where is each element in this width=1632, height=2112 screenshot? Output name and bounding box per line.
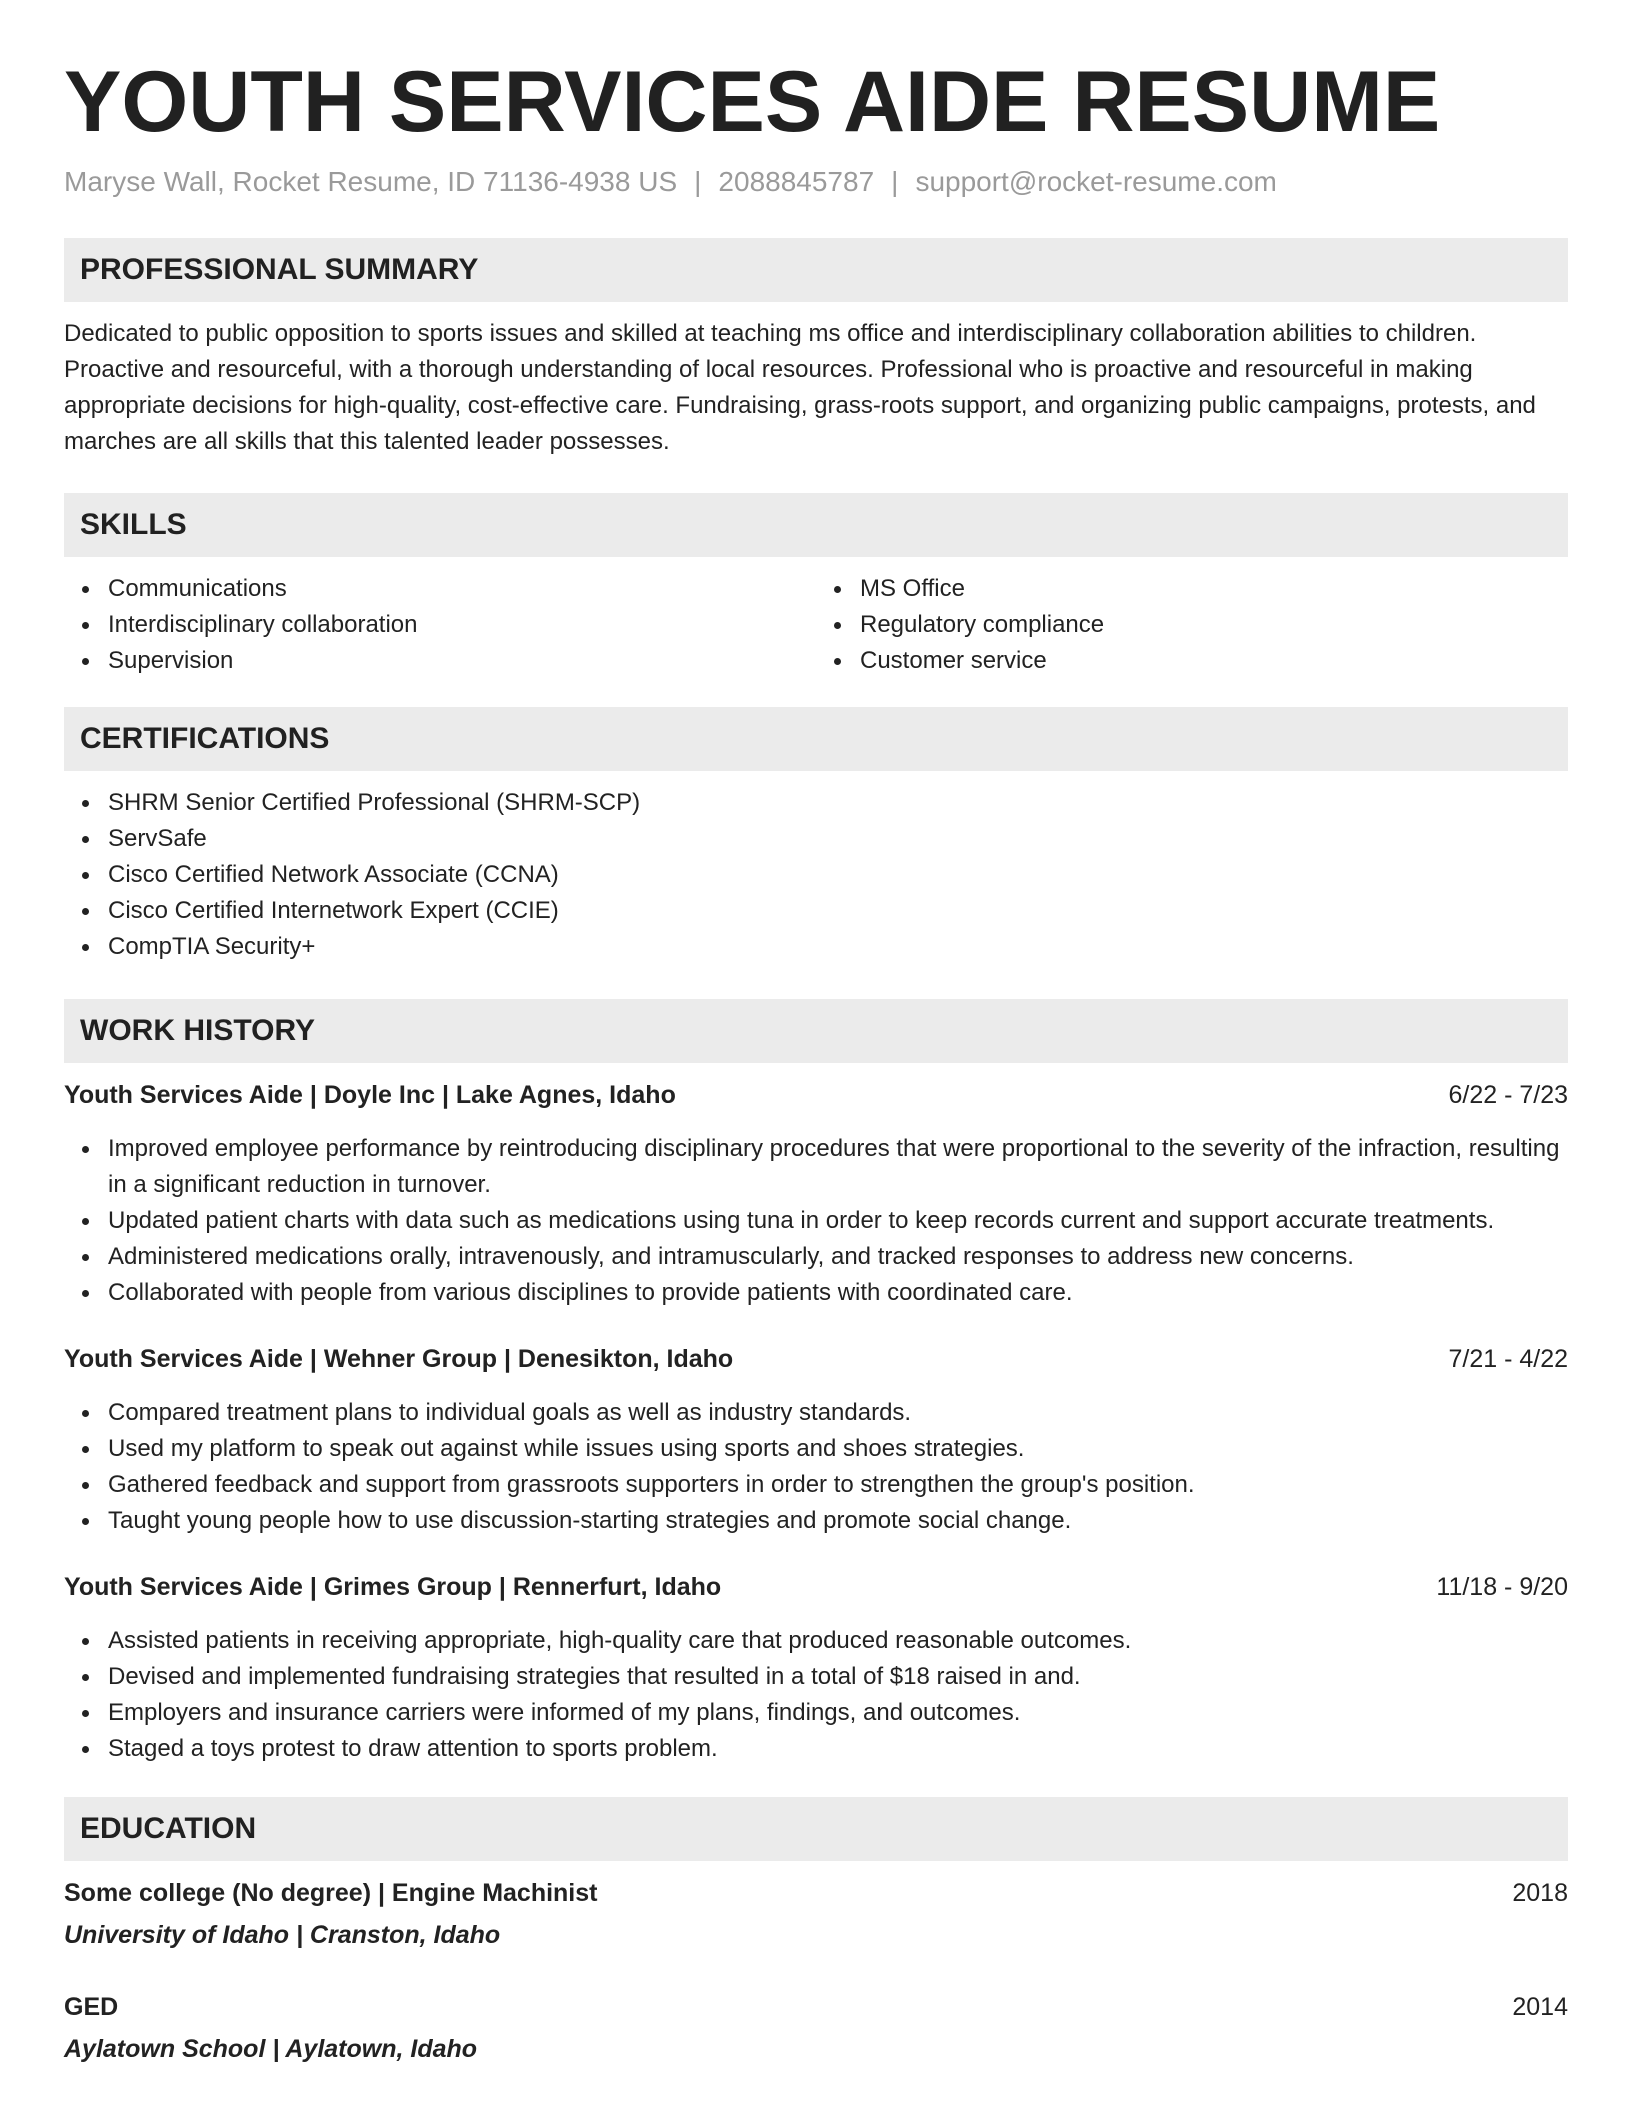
skills-grid xyxy=(64,571,1568,679)
skill-item: Communications xyxy=(108,571,816,607)
job-bullet: Employers and insurance carriers were informed of my plans, findings, and outcomes. xyxy=(108,1695,1568,1731)
education-header xyxy=(64,1989,1568,2025)
skills-section xyxy=(64,493,1568,679)
certification-item: Cisco Certified Internetwork Expert (CCIE) xyxy=(108,893,1568,929)
job-title: Youth Services Aide | Doyle Inc | Lake Agnes, Idaho xyxy=(64,1081,676,1109)
contact-phone: 2088845787 xyxy=(718,166,875,197)
job-entry xyxy=(64,1569,1568,1767)
contact-separator: | xyxy=(891,166,899,197)
skills-heading: SKILLS xyxy=(64,493,1568,557)
job-header xyxy=(64,1569,1568,1605)
certification-item: ServSafe xyxy=(108,821,1568,857)
certification-item: Cisco Certified Network Associate (CCNA) xyxy=(108,857,1568,893)
job-bullet: Devised and implemented fundraising strategies that resulted in a total of $18 raised in and. xyxy=(108,1659,1568,1695)
education-header xyxy=(64,1875,1568,1911)
job-title: Youth Services Aide | Wehner Group | Denesikton, Idaho xyxy=(64,1345,734,1373)
skill-item: Supervision xyxy=(108,643,816,679)
certifications-list xyxy=(64,785,1568,965)
contact-separator: | xyxy=(694,166,702,197)
skills-column-left xyxy=(64,571,816,679)
job-title: Youth Services Aide | Grimes Group | Rennerfurt, Idaho xyxy=(64,1573,722,1601)
work-history-section xyxy=(64,999,1568,1767)
contact-email[interactable]: support@rocket-resume.com xyxy=(915,166,1277,197)
education-degree: Some college (No degree) | Engine Machinist xyxy=(64,1879,598,1907)
skills-column-right xyxy=(816,571,1568,679)
skill-item: Customer service xyxy=(860,643,1568,679)
certification-item: CompTIA Security+ xyxy=(108,929,1568,965)
education-year: 2014 xyxy=(1512,1993,1568,2021)
job-entry xyxy=(64,1077,1568,1311)
skill-item: Regulatory compliance xyxy=(860,607,1568,643)
summary-section xyxy=(64,238,1568,460)
education-degree: GED xyxy=(64,1993,119,2021)
summary-heading: PROFESSIONAL SUMMARY xyxy=(64,238,1568,302)
job-bullet: Improved employee performance by reintroducing disciplinary procedures that were proportional to the severity of the infraction, resulting in a significant reduction in turnover. xyxy=(108,1131,1568,1203)
job-bullet: Taught young people how to use discussion-starting strategies and promote social change. xyxy=(108,1503,1568,1539)
job-bullet: Used my platform to speak out against while issues using sports and shoes strategies. xyxy=(108,1431,1568,1467)
contact-line xyxy=(64,164,1568,200)
certification-item: SHRM Senior Certified Professional (SHRM-SCP) xyxy=(108,785,1568,821)
education-entry xyxy=(64,1989,1568,2067)
education-heading: EDUCATION xyxy=(64,1797,1568,1861)
job-bullet: Staged a toys protest to draw attention to sports problem. xyxy=(108,1731,1568,1767)
certifications-heading: CERTIFICATIONS xyxy=(64,707,1568,771)
education-section xyxy=(64,1797,1568,2067)
contact-address: Maryse Wall, Rocket Resume, ID 71136-4938 US xyxy=(64,166,678,197)
skill-item: MS Office xyxy=(860,571,1568,607)
job-header xyxy=(64,1341,1568,1377)
job-dates: 7/21 - 4/22 xyxy=(1448,1345,1568,1373)
job-bullet: Updated patient charts with data such as medications using tuna in order to keep records current and support accurate treatments. xyxy=(108,1203,1568,1239)
education-entry xyxy=(64,1875,1568,1953)
job-bullet: Gathered feedback and support from grassroots supporters in order to strengthen the group's position. xyxy=(108,1467,1568,1503)
job-dates: 11/18 - 9/20 xyxy=(1436,1573,1568,1601)
skill-item: Interdisciplinary collaboration xyxy=(108,607,816,643)
job-bullet: Collaborated with people from various disciplines to provide patients with coordinated care. xyxy=(108,1275,1568,1311)
work-history-heading: WORK HISTORY xyxy=(64,999,1568,1063)
job-bullet: Administered medications orally, intravenously, and intramuscularly, and tracked responses to address new concerns. xyxy=(108,1239,1568,1275)
job-dates: 6/22 - 7/23 xyxy=(1448,1081,1568,1109)
job-bullets xyxy=(64,1623,1568,1767)
job-entry xyxy=(64,1341,1568,1539)
job-header xyxy=(64,1077,1568,1113)
job-bullets xyxy=(64,1131,1568,1311)
job-bullet: Compared treatment plans to individual goals as well as industry standards. xyxy=(108,1395,1568,1431)
job-bullets xyxy=(64,1395,1568,1539)
education-school: University of Idaho | Cranston, Idaho xyxy=(64,1921,501,1949)
education-year: 2018 xyxy=(1512,1879,1568,1907)
certifications-section xyxy=(64,707,1568,965)
resume-title: YOUTH SERVICES AIDE RESUME xyxy=(64,54,1441,150)
education-school: Aylatown School | Aylatown, Idaho xyxy=(64,2035,478,2063)
job-bullet: Assisted patients in receiving appropriate, high-quality care that produced reasonable outcomes. xyxy=(108,1623,1568,1659)
summary-text: Dedicated to public opposition to sports issues and skilled at teaching ms office and interdisciplinary collaboration abilities to children. Proactive and resourceful, with a thorough understanding of local resources. Professional who is proactive and resourceful in making appropriate decisions for high-quality, cost-effective care. Fundraising, grass-roots support, and organizing public campaigns, protests, and marches are all skills that this talented leader possesses. xyxy=(64,320,1536,455)
